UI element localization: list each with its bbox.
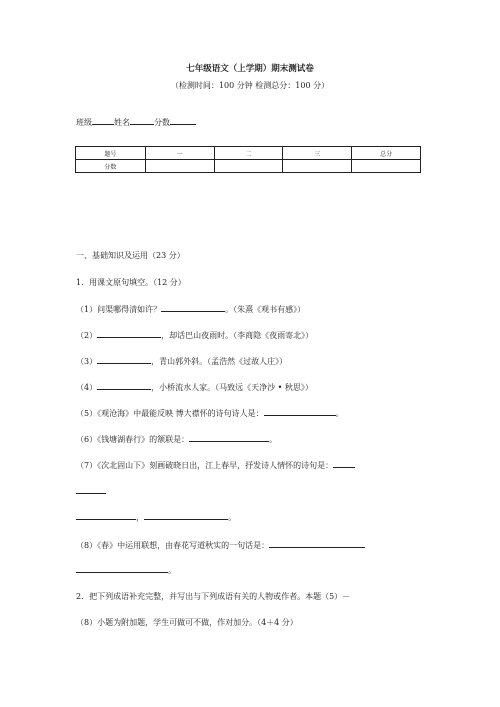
question-item [76,302,305,315]
student-info-line [76,116,196,128]
answer-blank[interactable] [97,328,161,338]
section-heading: 一、基础知识及运用（23 分） [76,251,185,260]
answer-blank[interactable] [144,510,228,520]
answer-blank[interactable] [97,354,151,364]
answer-blank[interactable] [97,380,151,390]
answer-blank[interactable] [189,432,269,442]
answer-blank[interactable] [269,538,365,548]
table-cell: 题号 [76,147,146,160]
name-blank[interactable] [130,116,154,125]
score-input-cell[interactable] [214,160,283,173]
answer-line [76,484,106,496]
item-text: （4） [76,383,98,392]
score-label: 分数 [154,118,170,127]
table-cell: 二 [214,147,283,160]
item-text: 。 [228,513,236,522]
question-item [76,458,355,471]
question-item [76,354,287,367]
item-text: 。（朱熹《观书有感》） [225,305,306,314]
table-cell: 分数 [76,160,146,173]
name-label: 姓名 [114,118,130,127]
question-item [76,406,344,419]
page-title: 七年级语文（上学期）期末测试卷 [186,64,314,74]
class-blank[interactable] [92,116,114,125]
question-2-stem: 2．把下列成语补充完整，并写出与下列成语有关的人物或作者。本题（5）－ [76,592,351,601]
answer-blank[interactable] [76,510,136,520]
question-item [76,328,313,341]
item-text: 。 [168,566,176,575]
item-text: 。 [335,409,344,418]
question-item [76,538,365,551]
item-text: （3） [76,357,98,366]
item-text: （8）《春》中运用联想，由春花写道秋实的一句话是： [76,541,270,550]
table-cell: 总分 [352,147,421,160]
score-input-cell[interactable] [352,160,421,173]
item-text: ，青山郭外斜。（孟浩然《过故人庄》） [151,357,288,366]
answer-blank[interactable] [264,406,336,416]
answer-blank[interactable] [76,484,106,494]
item-text: ， [136,513,144,522]
item-text: ，小桥流水人家。（马致远《天净沙 • 秋思》） [151,383,313,392]
item-text: （6）《钱塘湖春行》的颔联是： [76,435,190,444]
question-item [76,380,313,393]
question-1-stem: 1．用课文原句填空。（12 分） [76,278,186,287]
table-row [76,147,421,160]
table-cell: 一 [145,147,214,160]
exam-subtitle: （检测时间：100 分钟 检测总分：100 分） [170,81,330,90]
score-input-cell[interactable] [283,160,352,173]
answer-blank[interactable] [76,563,168,573]
answer-line [76,510,236,523]
table-row [76,160,421,173]
item-text: （5）《观沧海》中最能反映 博大襟怀的诗句诗人是： [76,409,264,418]
table-cell: 三 [283,147,352,160]
item-text: （2） [76,331,98,340]
score-table [75,146,421,173]
item-text: ，却话巴山夜雨时。（李商隐《夜雨寄北》） [161,331,314,340]
item-text: 。 [269,435,278,444]
item-text: （1）问渠哪得清如许？ [76,305,162,314]
answer-blank[interactable] [161,302,225,312]
item-text: （7）《次北固山下》刻画破晓日出，江上春早，抒发诗人情怀的诗句是： [76,461,334,470]
score-input-cell[interactable] [145,160,214,173]
question-2-stem-cont: （8）小题为附加题，学生可做可不做，作对加分。（4＋4 分） [76,618,298,627]
answer-line [76,563,176,576]
answer-blank[interactable] [333,458,355,468]
class-label: 班级 [76,118,92,127]
score-blank[interactable] [170,116,196,125]
question-item [76,432,277,445]
